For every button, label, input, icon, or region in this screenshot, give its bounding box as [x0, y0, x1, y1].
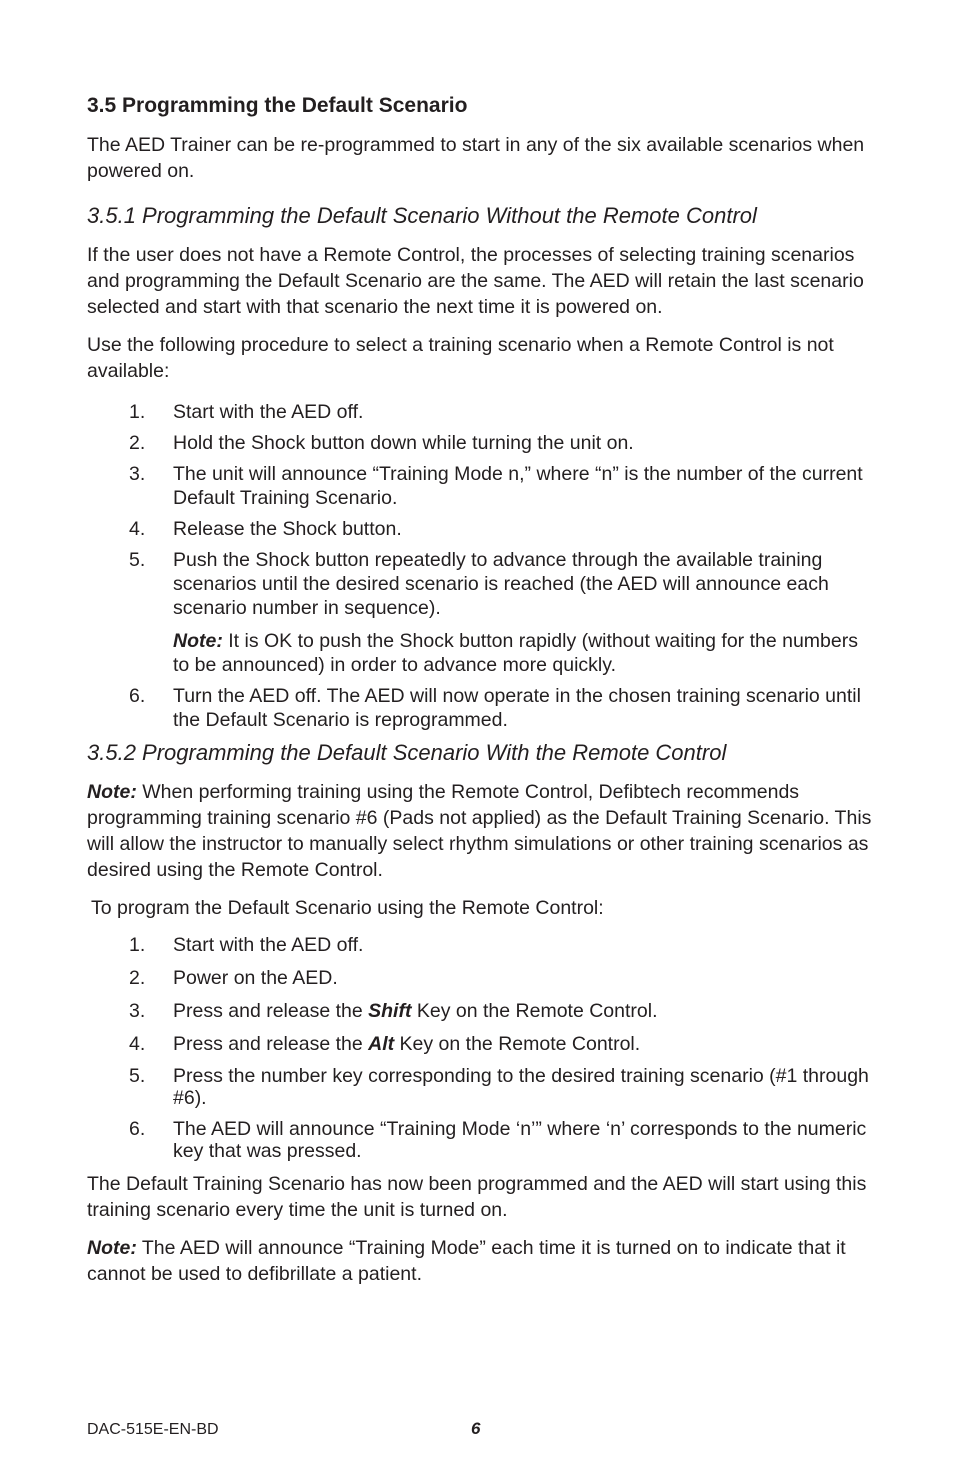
- note-text: The AED will announce “Training Mode” each time it is turned on to indicate that it cannot be used to defibrillate a patient.: [87, 1237, 846, 1285]
- note-text: When performing training using the Remote Control, Defibtech recommends programming training scenario #6 (Pads not applied) as the Default Training Scenario. This will allow the instructor to manually select rhythm simulations or other training scenarios as desired using the Remote Control.: [87, 781, 872, 881]
- step-number: 1.: [129, 934, 146, 956]
- step-number: 2.: [129, 967, 146, 989]
- list-item: [87, 999, 877, 1023]
- step-text: Turn the AED off. The AED will now operate in the chosen training scenario until the Default Scenario is reprogrammed.: [173, 685, 861, 731]
- step-number: 5.: [129, 1065, 146, 1087]
- note-label: Note:: [87, 1237, 137, 1259]
- step-text: Start with the AED off.: [173, 934, 364, 956]
- step-text: Power on the AED.: [173, 967, 338, 989]
- list-item: [87, 1118, 877, 1162]
- final-note: [87, 1235, 877, 1287]
- note-text: It is OK to push the Shock button rapidly (without waiting for the numbers to be announced) in order to advance more quickly.: [173, 630, 858, 676]
- page-content: [87, 92, 877, 1287]
- step-text: The unit will announce “Training Mode n,” where “n” is the number of the current Default Training Scenario.: [173, 463, 863, 509]
- list-item: [87, 933, 877, 957]
- step-text: Key on the Remote Control.: [411, 1000, 658, 1022]
- step-text: Push the Shock button repeatedly to advance through the available training scenarios until the desired scenario is reached (the AED will announce each scenario number in sequence).: [173, 549, 829, 619]
- step-text: Press and release the: [173, 1000, 369, 1022]
- subsection-1-paragraph-1: If the user does not have a Remote Control, the processes of selecting training scenarios and programming the Default Scenario are the same. The AED will retain the last scenario selected and start with that scenario the next time it is powered on.: [87, 244, 864, 318]
- list-item: [87, 400, 877, 424]
- step-number: 3.: [129, 463, 146, 485]
- subsection-1-paragraph-2: Use the following procedure to select a training scenario when a Remote Control is not available:: [87, 334, 834, 382]
- closing-paragraph: The Default Training Scenario has now been programmed and the AED will start using this training scenario every time the unit is turned on.: [87, 1173, 867, 1221]
- note-label: Note:: [173, 630, 223, 652]
- step-note: [173, 629, 877, 677]
- note-label: Note:: [87, 781, 137, 803]
- list-item: [87, 966, 877, 990]
- step-number: 6.: [129, 685, 146, 707]
- page-number: 6: [471, 1419, 481, 1438]
- step-number: 4.: [129, 518, 146, 540]
- alt-key-label: Alt: [368, 1033, 395, 1055]
- list-item: [87, 462, 877, 510]
- list-item: [87, 1065, 877, 1109]
- step-text: Start with the AED off.: [173, 401, 364, 423]
- subsection-2-steps: [87, 933, 877, 1162]
- subsection-2-heading: 3.5.2 Programming the Default Scenario With the Remote Control: [87, 740, 727, 765]
- subsection-2-intro: To program the Default Scenario using the Remote Control:: [91, 897, 604, 919]
- list-item: [87, 1032, 877, 1056]
- step-number: 2.: [129, 432, 146, 454]
- list-item: [87, 517, 877, 541]
- section-heading: 3.5 Programming the Default Scenario: [87, 94, 468, 117]
- subsection-1-heading: 3.5.1 Programming the Default Scenario Without the Remote Control: [87, 203, 757, 228]
- subsection-2-note: [87, 779, 877, 883]
- step-number: 4.: [129, 1033, 146, 1055]
- step-number: 6.: [129, 1118, 146, 1140]
- section-intro: The AED Trainer can be re-programmed to start in any of the six available scenarios when powered on.: [87, 134, 865, 182]
- step-text: The AED will announce “Training Mode ‘n’” where ‘n’ corresponds to the numeric key that was pressed.: [173, 1118, 867, 1162]
- list-item: [87, 548, 877, 677]
- list-item: [87, 431, 877, 455]
- step-text: Hold the Shock button down while turning the unit on.: [173, 432, 634, 454]
- shift-key-label: Shift: [368, 1000, 412, 1022]
- step-number: 3.: [129, 1000, 146, 1022]
- document-id: DAC-515E-EN-BD: [87, 1421, 219, 1438]
- step-number: 5.: [129, 549, 146, 571]
- step-number: 1.: [129, 401, 146, 423]
- step-text: Key on the Remote Control.: [394, 1033, 641, 1055]
- step-text: Release the Shock button.: [173, 518, 402, 540]
- step-text: Press and release the: [173, 1033, 369, 1055]
- step-text: Press the number key corresponding to the desired training scenario (#1 through #6).: [173, 1065, 869, 1109]
- list-item: [87, 684, 877, 732]
- subsection-1-steps: [87, 400, 877, 732]
